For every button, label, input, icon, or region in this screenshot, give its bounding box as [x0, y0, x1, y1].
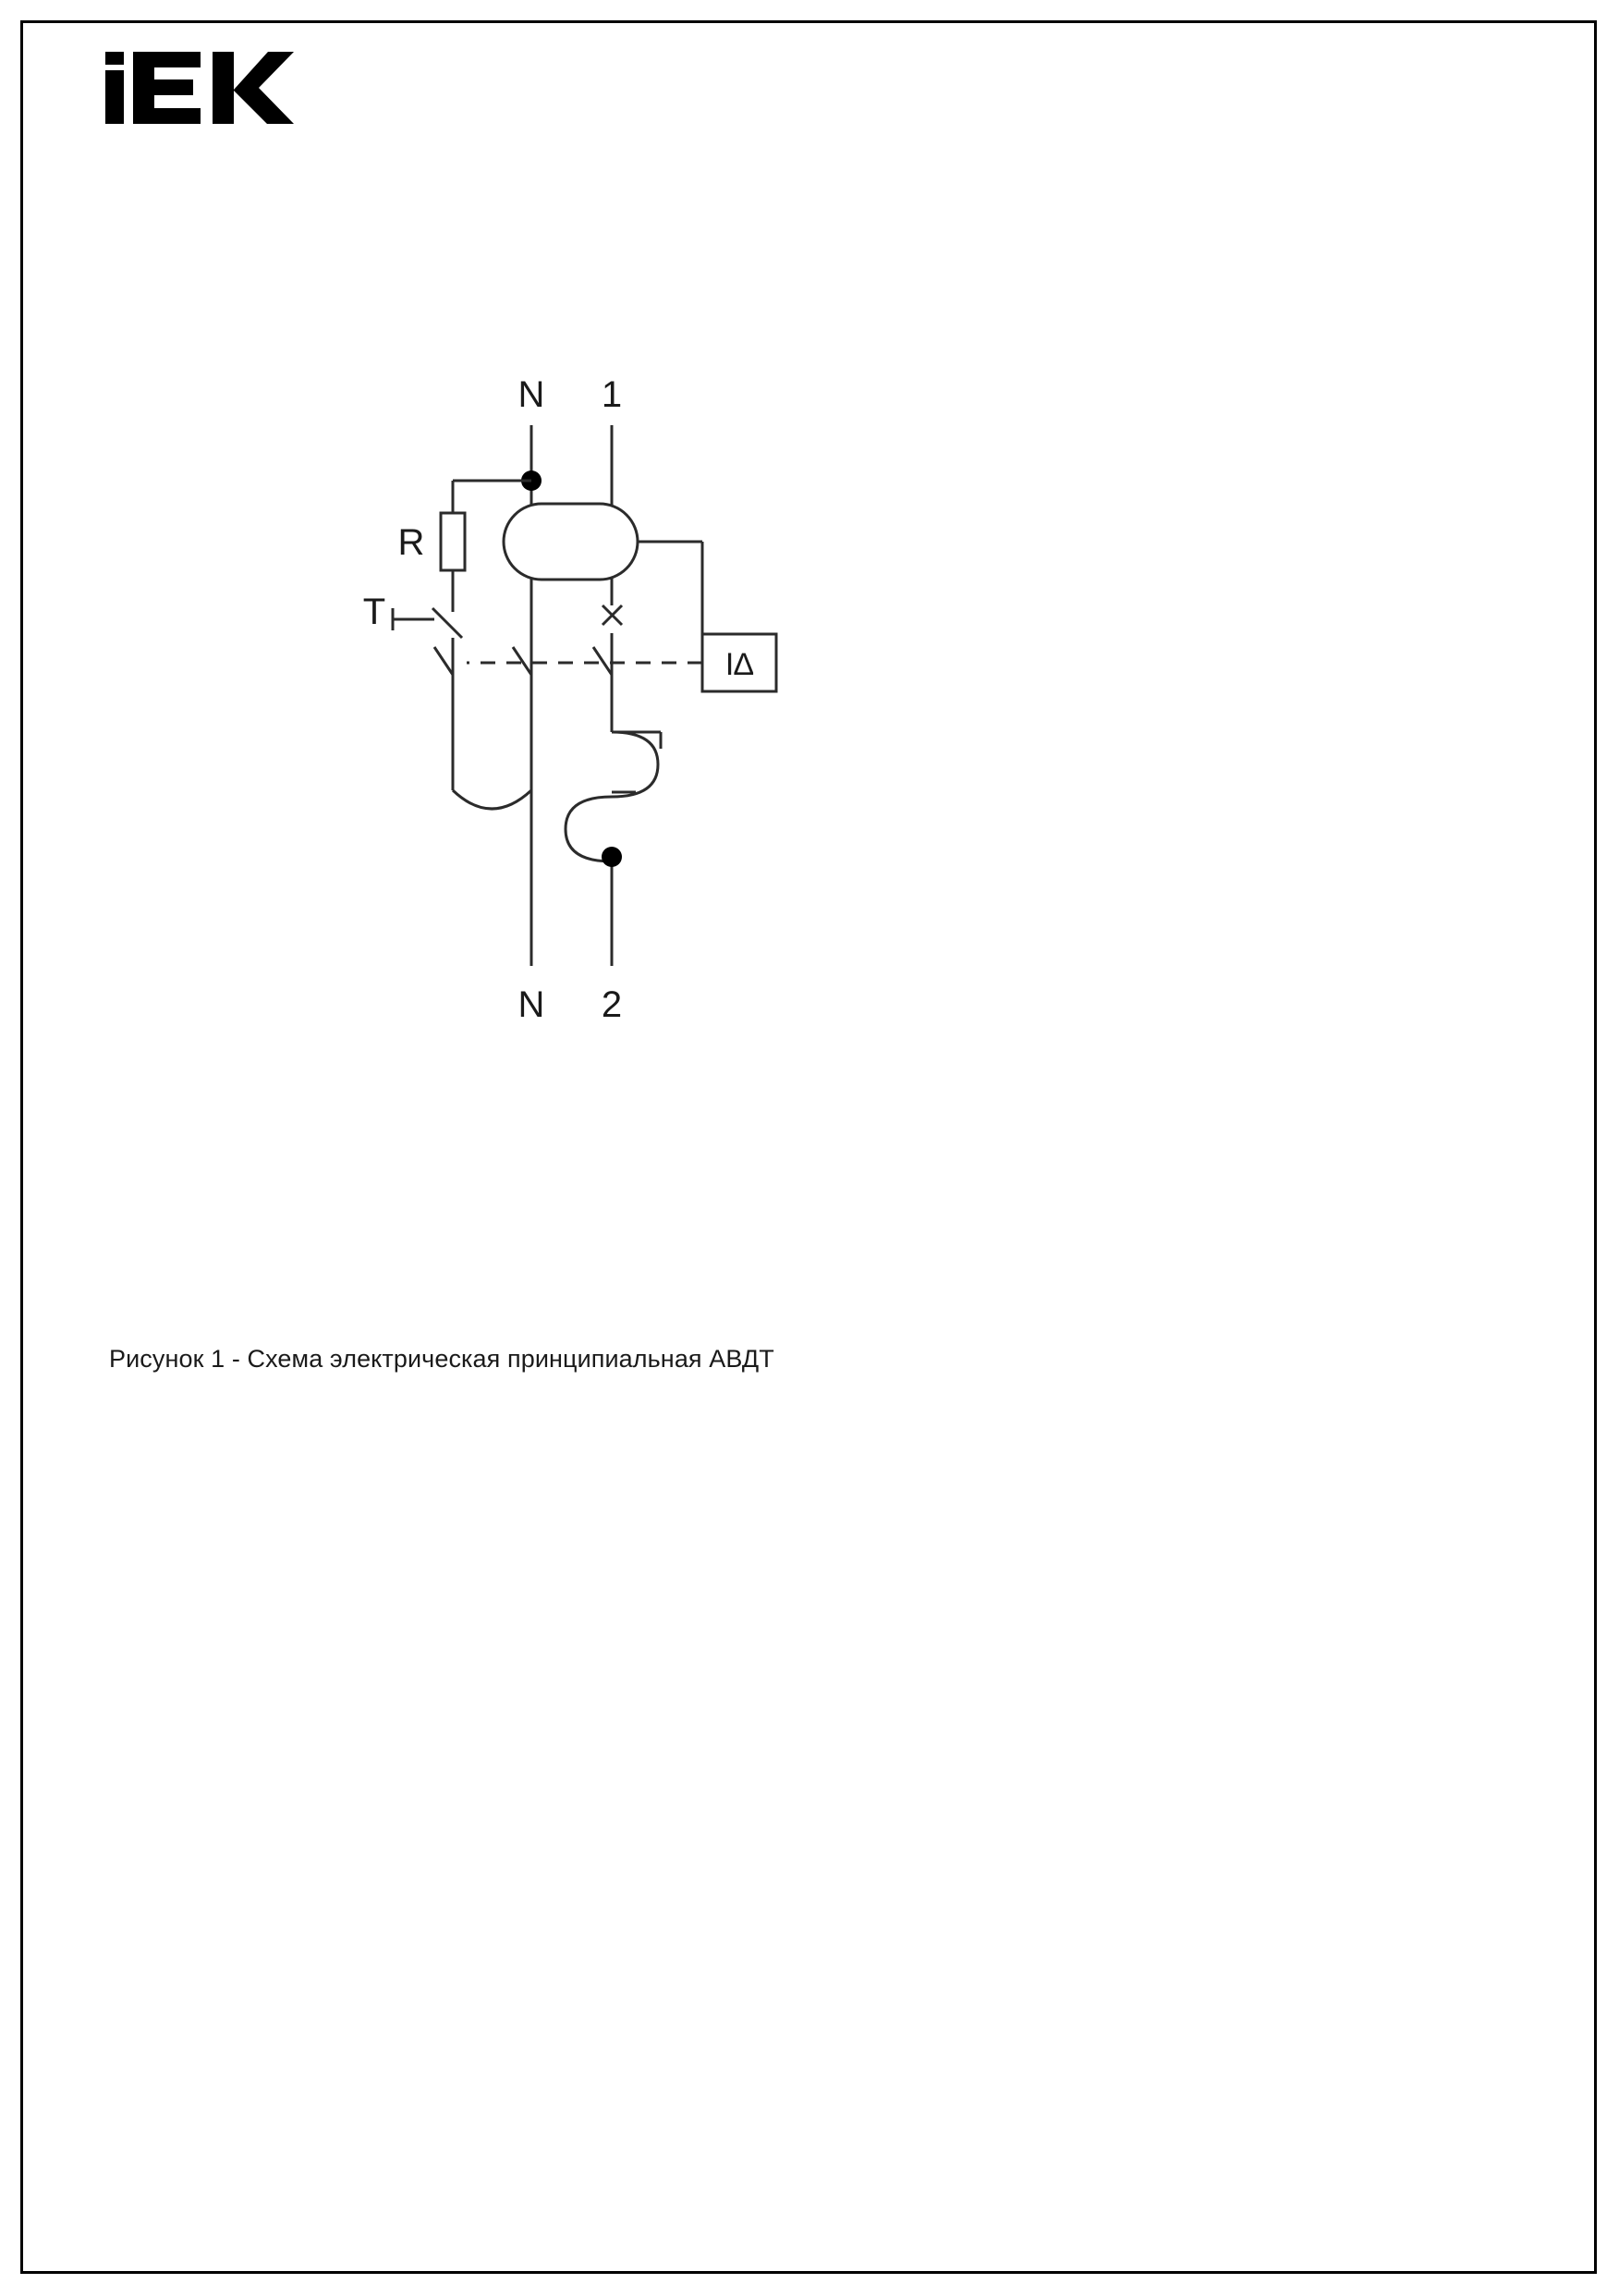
resistor-body: [441, 513, 465, 570]
thermal-release-arc: [453, 790, 531, 809]
iek-logo: [103, 46, 307, 148]
current-transformer: [504, 504, 638, 580]
magnetic-release-coil: [566, 732, 658, 861]
label-2-bottom: 2: [601, 984, 623, 1025]
label-I-delta: I∆: [724, 647, 754, 682]
label-1-top: 1: [601, 374, 623, 415]
contact-N-blade: [513, 647, 531, 675]
label-T: T: [362, 592, 386, 632]
label-R: R: [397, 522, 425, 563]
label-N-bottom: N: [517, 984, 545, 1025]
contact-test-blade: [434, 647, 453, 675]
junction-dot-bottom: [602, 847, 622, 867]
schematic-figure: [362, 370, 1100, 1294]
test-button-contact: [432, 608, 462, 638]
figure-caption: Рисунок 1 - Схема электрическая принципиальная АВДТ: [109, 1345, 774, 1373]
contact-phase-blade: [593, 647, 612, 675]
label-N-top: N: [517, 374, 545, 415]
